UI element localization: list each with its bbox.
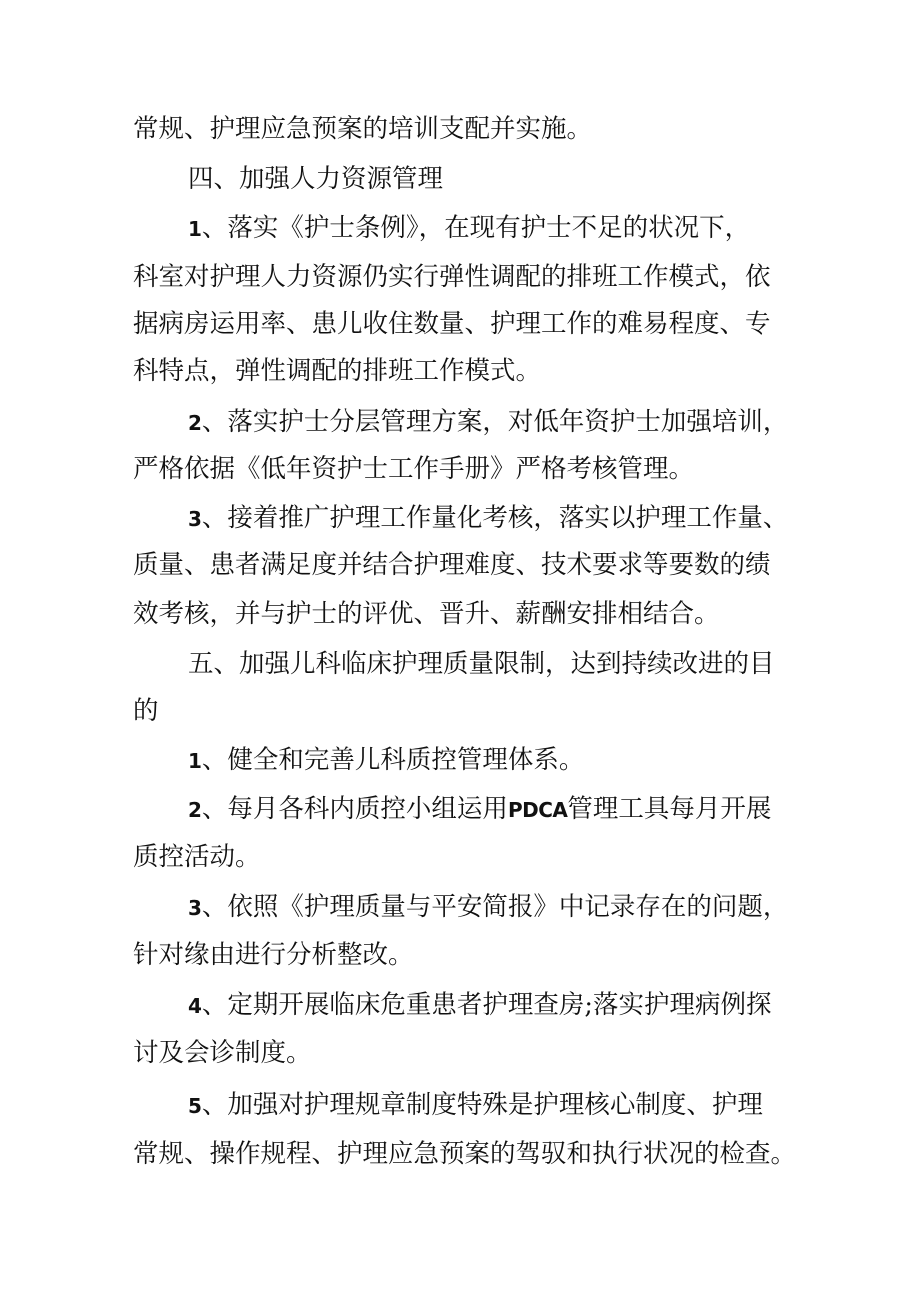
heading-text: 五、加强儿科临床护理质量限制，达到持续改进的目 [188,649,775,679]
text-line [133,445,920,493]
line-text: 据病房运用率、患儿收住数量、护理工作的难易程度、专 [133,309,771,339]
list-item [188,1081,920,1129]
line-text: 、每月各科内质控小组运用 [201,794,508,824]
line-text: 、定期开展临床危重患者护理查房;落实护理病例探 [201,990,772,1020]
line-text: 严格依据《低年资护士工作手册》严格考核管理。 [133,454,695,484]
item-number: 3 [188,896,202,920]
line-text: 管理工具每月开展 [567,794,772,824]
text-line [133,541,920,589]
text-line [133,590,920,638]
line-text: 、健全和完善儿科质控管理体系。 [201,745,585,775]
heading-text: 四、加强人力资源管理 [188,164,444,194]
line-text: 、加强对护理规章制度特殊是护理核心制度、护理 [201,1090,763,1120]
list-item [188,736,920,784]
line-text: 的 [133,696,159,726]
line-text: 科室对护理人力资源仍实行弹性调配的排班工作模式，依 [133,262,771,292]
text-line [133,105,920,153]
text-line [133,833,920,881]
line-text: 质控活动。 [133,842,261,872]
item-number: 1 [188,217,202,241]
item-number: 2 [188,798,202,822]
list-item [188,494,920,542]
line-text: 常规、护理应急预案的培训支配并实施。 [133,114,593,144]
line-text: 科特点，弹性调配的排班工作模式。 [133,356,542,386]
item-number: 4 [188,994,202,1018]
line-text: 效考核，并与护士的评优、晋升、薪酬安排相结合。 [133,599,720,629]
line-text: 、接着推广护理工作量化考核，落实以护理工作量、 [201,503,789,533]
text-line [133,1029,920,1077]
item-number: 5 [188,1094,202,1118]
text-line [133,1130,920,1178]
list-item [188,785,920,833]
text-line [133,931,920,979]
text-line [133,347,920,395]
item-number: 2 [188,411,202,435]
pdca-term: PDCA [507,798,568,822]
line-text: 、落实护士分层管理方案，对低年资护士加强培训， [201,407,789,437]
list-item [188,204,920,252]
list-item [188,981,920,1029]
line-text: 常规、操作规程、护理应急预案的驾驭和执行状况的检查。 [133,1139,797,1169]
line-text: 、依照《护理质量与平安简报》中记录存在的问题， [201,892,789,922]
item-number: 3 [188,507,202,531]
section-heading [188,155,920,203]
list-item [188,883,920,931]
text-line [133,253,920,301]
item-number: 1 [188,749,202,773]
line-text: 针对缘由进行分析整改。 [133,940,414,970]
line-text: 、落实《护士条例》，在现有护士不足的状况下， [201,213,751,243]
text-line [133,687,920,735]
list-item [188,398,920,446]
line-text: 讨及会诊制度。 [133,1038,312,1068]
section-heading [188,640,920,688]
text-line [133,300,920,348]
line-text: 质量、患者满足度并结合护理难度、技术要求等要数的绩 [133,550,771,580]
